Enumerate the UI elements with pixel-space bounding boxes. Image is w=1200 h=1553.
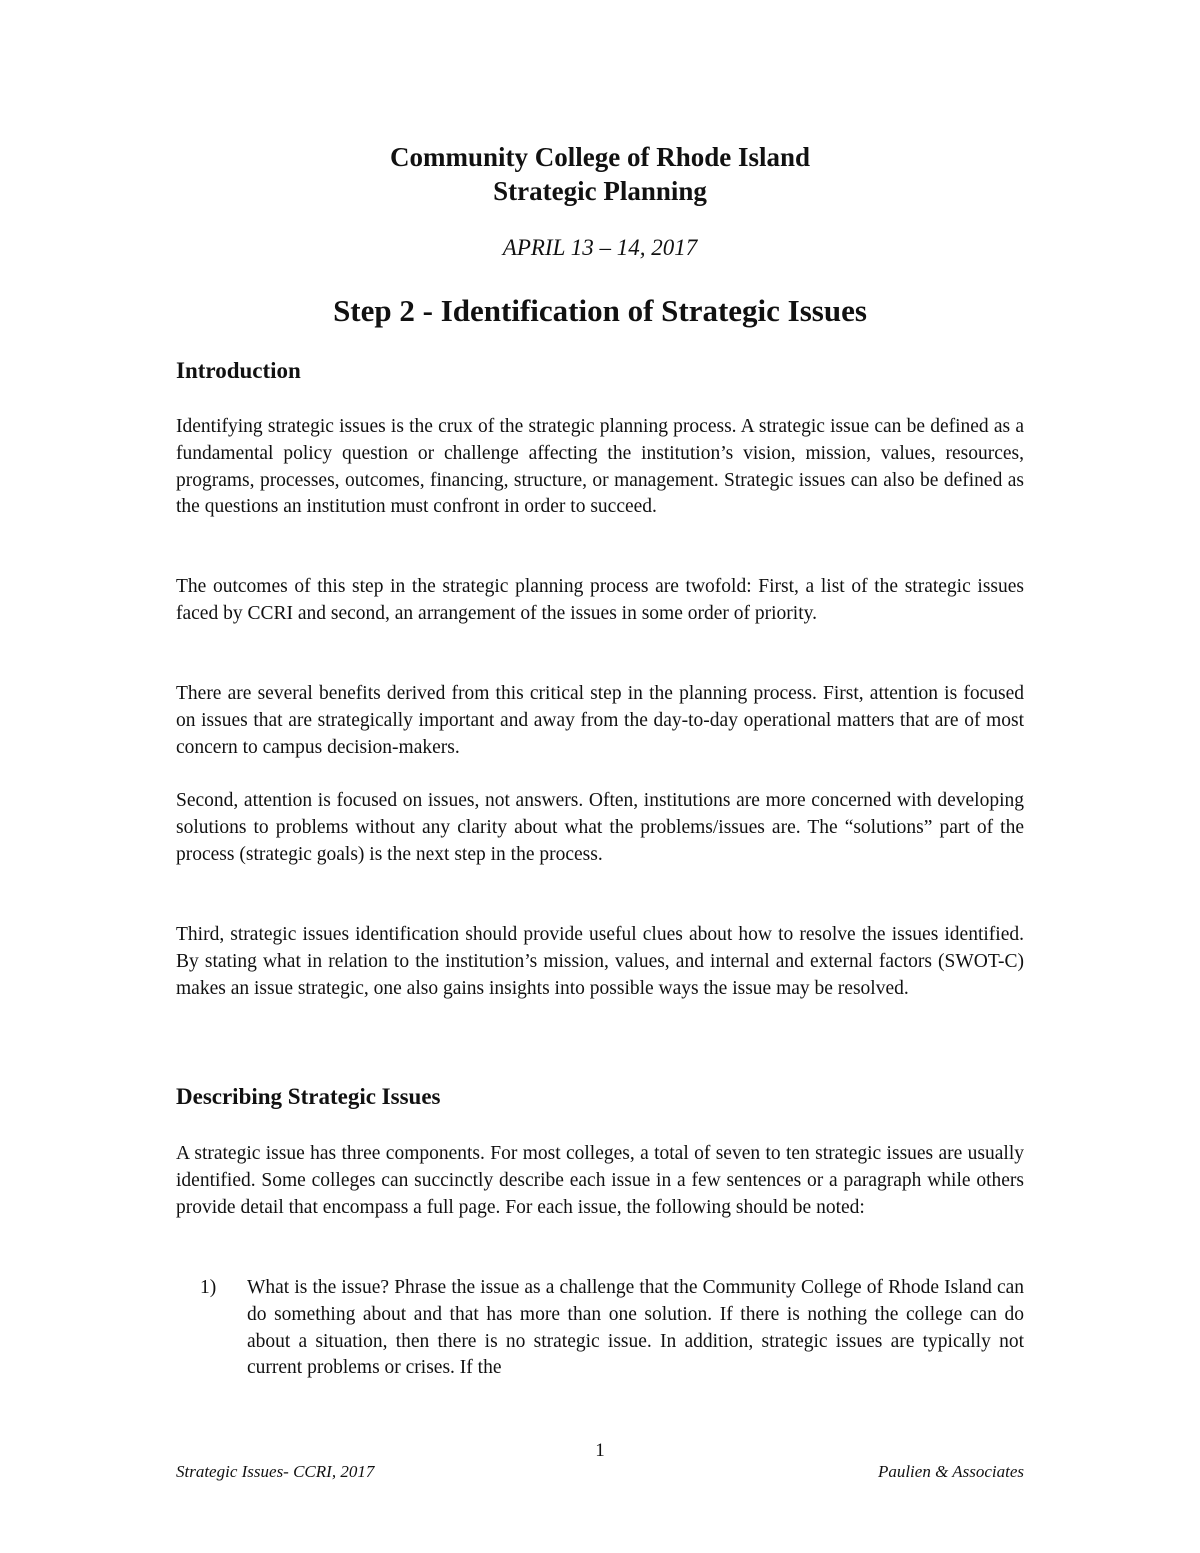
introduction-heading: Introduction	[176, 358, 301, 383]
title-block	[0, 140, 1200, 208]
list-item-text: What is the issue? Phrase the issue as a challenge that the Community College of Rhode Island can do something about and that has more than one solution. If there is nothing the college can do about a situation, then there is no strategic issue. In addition, strategic issues are typically not current problems or crises. If the	[247, 1277, 1024, 1379]
org-title: Community College of Rhode Island	[389, 142, 811, 172]
footer-left: Strategic Issues- CCRI, 2017	[176, 1462, 375, 1481]
list-item-number: 1)	[200, 1277, 217, 1298]
step-heading: Step 2 - Identification of Strategic Issues	[333, 293, 867, 328]
describing-paragraph: A strategic issue has three components. For most colleges, a total of seven to ten strategic issues are usually identified. Some colleges can succinctly describe each issue in a few sentences or a paragraph while others provide detail that encompass a full page. For each issue, the following should be noted:	[176, 1143, 1024, 1218]
footer-right: Paulien & Associates	[877, 1462, 1024, 1481]
intro-paragraph-5: Third, strategic issues identification should provide useful clues about how to resolve the issues identified. By stating what in relation to the institution’s mission, values, and internal and external factors (SWOT-C) makes an issue strategic, one also gains insights into possible ways the issue may be resolved.	[176, 924, 1024, 999]
list-item	[200, 1275, 1024, 1382]
intro-paragraph-2: The outcomes of this step in the strategic planning process are twofold: First, a list of the strategic issues faced by CCRI and second, an arrangement of the issues in some order of priority.	[176, 576, 1024, 624]
intro-paragraph-3: There are several benefits derived from this critical step in the planning process. First, attention is focused on issues that are strategically important and away from the day-to-day operational matters that are of most concern to campus decision-makers.	[176, 683, 1024, 758]
page-number: 1	[595, 1440, 605, 1461]
intro-paragraph-1: Identifying strategic issues is the crux of the strategic planning process. A strategic issue can be defined as a fundamental policy question or challenge affecting the institution’s vision, mission, values, resources, programs, processes, outcomes, financing, structure, or management. Strategic issues can also be defined as the questions an institution must confront in order to succeed.	[176, 416, 1024, 518]
describing-heading: Describing Strategic Issues	[176, 1084, 441, 1109]
event-date: APRIL 13 – 14, 2017	[502, 235, 698, 260]
intro-paragraph-4: Second, attention is focused on issues, not answers. Often, institutions are more concerned with developing solutions to problems without any clarity about what the problems/issues are. The “solutions” part of the process (strategic goals) is the next step in the process.	[176, 790, 1024, 865]
sub-title: Strategic Planning	[493, 176, 707, 206]
